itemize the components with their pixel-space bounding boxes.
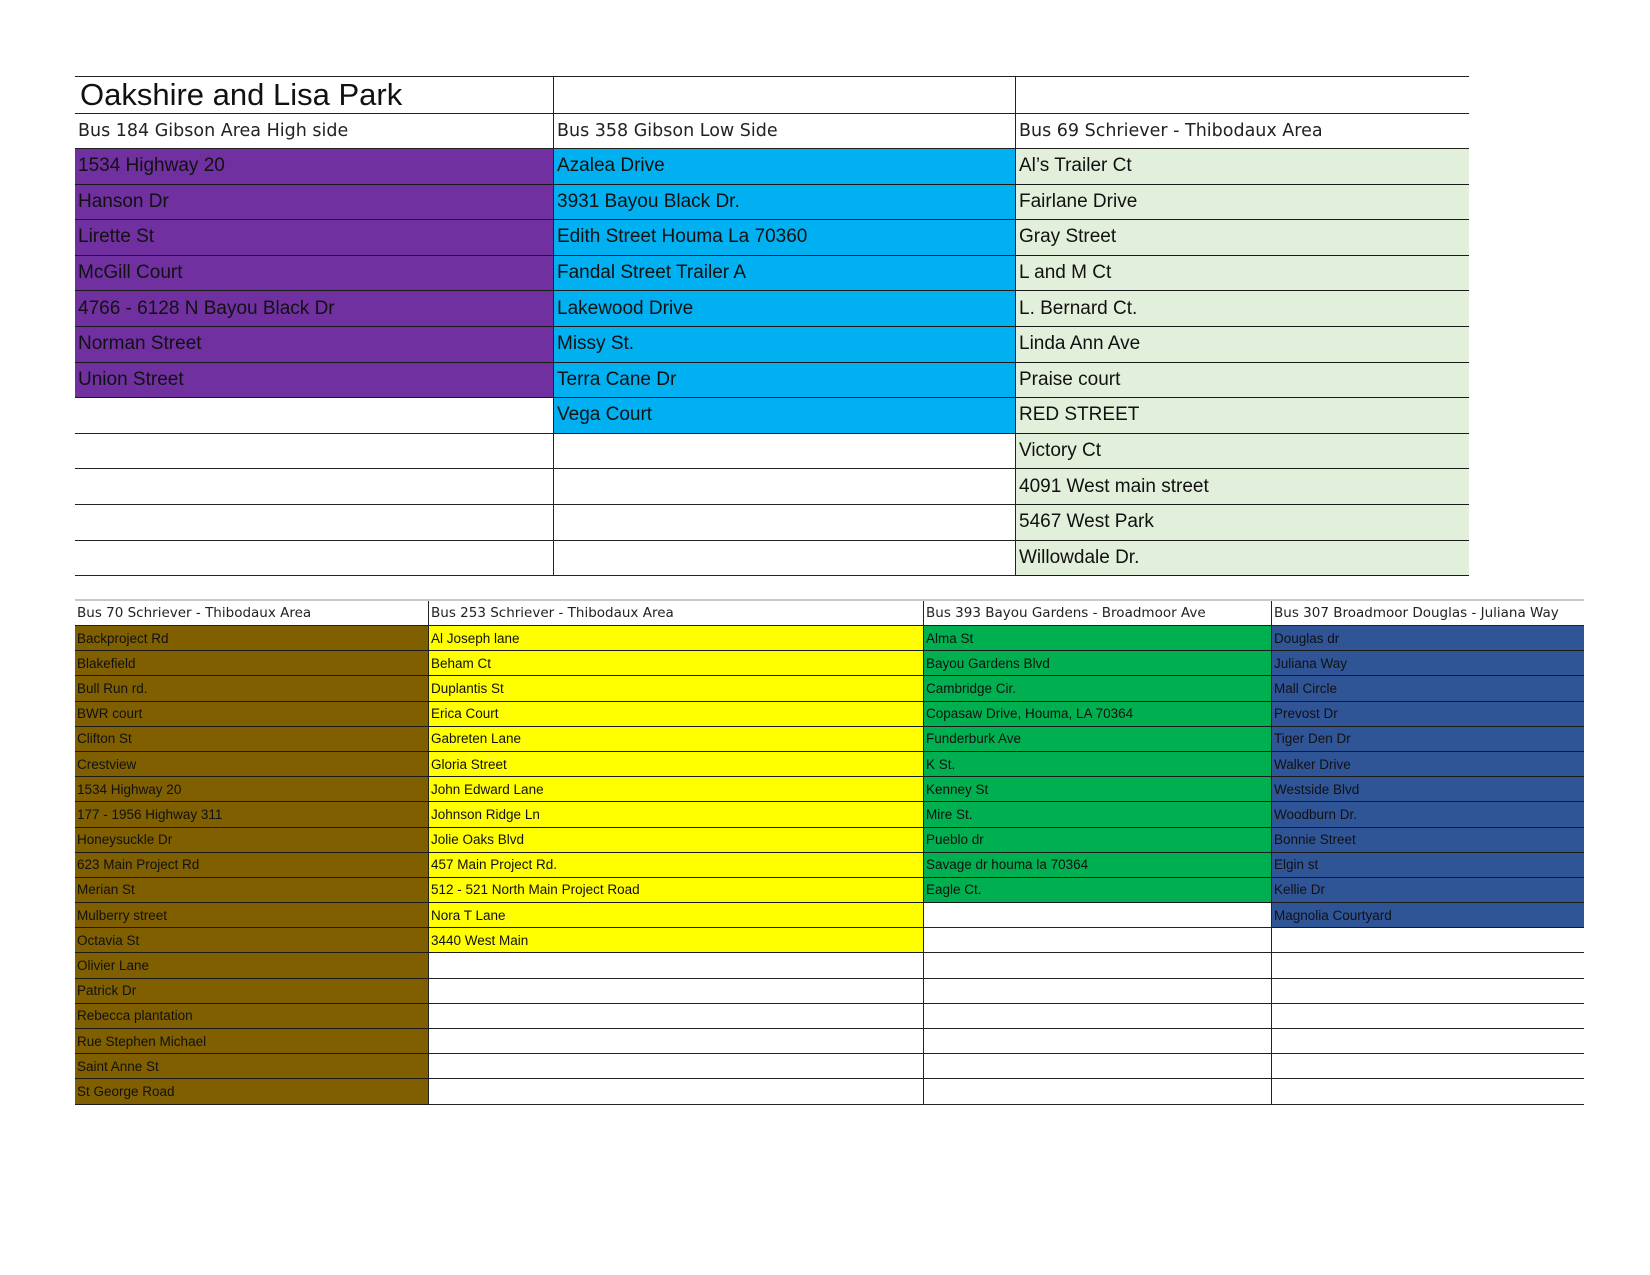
bus-184-stop-cell: Hanson Dr [75, 184, 554, 220]
bus-358-stop-cell: Vega Court [554, 398, 1016, 434]
table-row [75, 978, 1584, 1003]
bus-307-stop-cell: Juliana Way [1272, 651, 1585, 676]
bus-69-stop-cell: L. Bernard Ct. [1016, 291, 1470, 327]
bus-358-stop-cell: Terra Cane Dr [554, 362, 1016, 398]
bus-69-stop-cell: Al’s Trailer Ct [1016, 149, 1470, 185]
bus-70-stop-cell: 623 Main Project Rd [75, 852, 429, 877]
empty-cell [554, 469, 1016, 505]
bus-253-stop-cell: Duplantis St [429, 676, 924, 701]
table-row [75, 504, 1469, 540]
bus-393-stop-cell: Bayou Gardens Blvd [924, 651, 1272, 676]
empty-cell [924, 1029, 1272, 1054]
bus-358-stop-cell: Lakewood Drive [554, 291, 1016, 327]
bus-307-stop-cell: Douglas dr [1272, 626, 1585, 651]
table-row [75, 540, 1469, 576]
bottom-table-body [75, 600, 1584, 1104]
table-row [75, 220, 1469, 256]
empty-cell [429, 1079, 924, 1104]
bus-184-stop-cell: McGill Court [75, 255, 554, 291]
table-row [75, 928, 1584, 953]
bus-393-stop-cell: Alma St [924, 626, 1272, 651]
table-row [75, 149, 1469, 185]
bus-70-stop-cell: Blakefield [75, 651, 429, 676]
table-row [75, 802, 1584, 827]
top-table-body [75, 77, 1469, 576]
table-row [75, 676, 1584, 701]
bus-70-stop-cell: Honeysuckle Dr [75, 827, 429, 852]
bus-69-stop-cell: Fairlane Drive [1016, 184, 1470, 220]
bus-70-stop-cell: St George Road [75, 1079, 429, 1104]
empty-cell [924, 1054, 1272, 1079]
bus-69-header: Bus 69 Schriever - Thibodaux Area [1016, 114, 1470, 149]
empty-cell [429, 1003, 924, 1028]
bus-70-stop-cell: Bull Run rd. [75, 676, 429, 701]
table-row [75, 1079, 1584, 1104]
bus-358-stop-cell: Missy St. [554, 326, 1016, 362]
empty-cell [1016, 77, 1470, 114]
table-row [75, 852, 1584, 877]
bus-70-stop-cell: BWR court [75, 701, 429, 726]
bus-307-stop-cell: Kellie Dr [1272, 877, 1585, 902]
empty-cell [1272, 1003, 1585, 1028]
table-row [75, 398, 1469, 434]
empty-cell [75, 433, 554, 469]
table-row [75, 433, 1469, 469]
bus-307-stop-cell: Bonnie Street [1272, 827, 1585, 852]
bus-253-stop-cell: 457 Main Project Rd. [429, 852, 924, 877]
bus-69-stop-cell: Willowdale Dr. [1016, 540, 1470, 576]
bus-184-stop-cell: Norman Street [75, 326, 554, 362]
bus-184-stop-cell: 1534 Highway 20 [75, 149, 554, 185]
bus-253-stop-cell: Beham Ct [429, 651, 924, 676]
bus-70-stop-cell: Clifton St [75, 726, 429, 751]
bus-70-stop-cell: 1534 Highway 20 [75, 777, 429, 802]
bus-70-stop-cell: Backproject Rd [75, 626, 429, 651]
bus-70-stop-cell: Rebecca plantation [75, 1003, 429, 1028]
empty-cell [75, 469, 554, 505]
bus-307-stop-cell: Elgin st [1272, 852, 1585, 877]
bus-393-stop-cell: Funderburk Ave [924, 726, 1272, 751]
bus-253-stop-cell: Erica Court [429, 701, 924, 726]
empty-cell [1272, 978, 1585, 1003]
empty-cell [75, 540, 554, 576]
empty-cell [1272, 1054, 1585, 1079]
empty-cell [1272, 953, 1585, 978]
bus-393-stop-cell: Savage dr houma la 70364 [924, 852, 1272, 877]
bus-393-stop-cell: Copasaw Drive, Houma, LA 70364 [924, 701, 1272, 726]
table-row [75, 626, 1584, 651]
bus-69-stop-cell: 5467 West Park [1016, 504, 1470, 540]
bus-253-stop-cell: 512 - 521 North Main Project Road [429, 877, 924, 902]
bus-69-stop-cell: Gray Street [1016, 220, 1470, 256]
bus-184-header: Bus 184 Gibson Area High side [75, 114, 554, 149]
bus-393-stop-cell: Kenney St [924, 777, 1272, 802]
empty-cell [429, 1029, 924, 1054]
bus-70-stop-cell: Saint Anne St [75, 1054, 429, 1079]
empty-cell [429, 953, 924, 978]
empty-cell [924, 1003, 1272, 1028]
bus-358-stop-cell: Azalea Drive [554, 149, 1016, 185]
bus-307-stop-cell: Mall Circle [1272, 676, 1585, 701]
bus-307-header: Bus 307 Broadmoor Douglas - Juliana Way [1272, 600, 1585, 626]
bus-69-stop-cell: Linda Ann Ave [1016, 326, 1470, 362]
top-header-row [75, 114, 1469, 149]
bus-393-stop-cell: Eagle Ct. [924, 877, 1272, 902]
table-row [75, 1003, 1584, 1028]
bus-253-header: Bus 253 Schriever - Thibodaux Area [429, 600, 924, 626]
bus-393-stop-cell: Pueblo dr [924, 827, 1272, 852]
table-row [75, 291, 1469, 327]
bus-70-stop-cell: 177 - 1956 Highway 311 [75, 802, 429, 827]
empty-cell [1272, 1079, 1585, 1104]
bus-70-stop-cell: Merian St [75, 877, 429, 902]
bus-70-stop-cell: Octavia St [75, 928, 429, 953]
empty-cell [554, 433, 1016, 469]
bottom-bus-route-table [75, 599, 1584, 1105]
bus-70-stop-cell: Crestview [75, 751, 429, 776]
bus-253-stop-cell: Gloria Street [429, 751, 924, 776]
title-row [75, 77, 1469, 114]
table-row [75, 255, 1469, 291]
bus-307-stop-cell: Walker Drive [1272, 751, 1585, 776]
bus-358-stop-cell: Edith Street Houma La 70360 [554, 220, 1016, 256]
table-row [75, 877, 1584, 902]
bus-358-stop-cell: Fandal Street Trailer A [554, 255, 1016, 291]
table-row [75, 1054, 1584, 1079]
bus-307-stop-cell: Magnolia Courtyard [1272, 903, 1585, 928]
bus-69-stop-cell: 4091 West main street [1016, 469, 1470, 505]
top-bus-route-table [75, 76, 1469, 576]
empty-cell [75, 504, 554, 540]
bus-253-stop-cell: Jolie Oaks Blvd [429, 827, 924, 852]
bus-393-stop-cell: Mire St. [924, 802, 1272, 827]
table-row [75, 751, 1584, 776]
empty-cell [924, 928, 1272, 953]
bus-70-stop-cell: Mulberry street [75, 903, 429, 928]
table-row [75, 701, 1584, 726]
empty-cell [429, 978, 924, 1003]
empty-cell [554, 77, 1016, 114]
table-row [75, 651, 1584, 676]
bus-253-stop-cell: Al Joseph lane [429, 626, 924, 651]
bottom-header-row [75, 600, 1584, 626]
empty-cell [75, 398, 554, 434]
bus-393-header: Bus 393 Bayou Gardens - Broadmoor Ave [924, 600, 1272, 626]
empty-cell [924, 953, 1272, 978]
bus-69-stop-cell: Victory Ct [1016, 433, 1470, 469]
bus-184-stop-cell: Union Street [75, 362, 554, 398]
empty-cell [554, 540, 1016, 576]
table-row [75, 362, 1469, 398]
bus-184-stop-cell: Lirette St [75, 220, 554, 256]
table-row [75, 1029, 1584, 1054]
bus-358-header: Bus 358 Gibson Low Side [554, 114, 1016, 149]
bus-69-stop-cell: L and M Ct [1016, 255, 1470, 291]
bus-70-stop-cell: Olivier Lane [75, 953, 429, 978]
bus-307-stop-cell: Woodburn Dr. [1272, 802, 1585, 827]
bus-70-stop-cell: Patrick Dr [75, 978, 429, 1003]
bus-253-stop-cell: John Edward Lane [429, 777, 924, 802]
bus-307-stop-cell: Westside Blvd [1272, 777, 1585, 802]
table-row [75, 953, 1584, 978]
bus-70-stop-cell: Rue Stephen Michael [75, 1029, 429, 1054]
bus-393-stop-cell: Cambridge Cir. [924, 676, 1272, 701]
table-row [75, 726, 1584, 751]
bus-184-stop-cell: 4766 - 6128 N Bayou Black Dr [75, 291, 554, 327]
bus-253-stop-cell: Nora T Lane [429, 903, 924, 928]
empty-cell [429, 1054, 924, 1079]
table-row [75, 827, 1584, 852]
bus-307-stop-cell: Tiger Den Dr [1272, 726, 1585, 751]
bus-393-stop-cell: K St. [924, 751, 1272, 776]
table-row [75, 469, 1469, 505]
table-row [75, 184, 1469, 220]
empty-cell [1272, 928, 1585, 953]
bus-253-stop-cell: Johnson Ridge Ln [429, 802, 924, 827]
empty-cell [924, 978, 1272, 1003]
bus-358-stop-cell: 3931 Bayou Black Dr. [554, 184, 1016, 220]
empty-cell [554, 504, 1016, 540]
table-row [75, 777, 1584, 802]
bus-70-header: Bus 70 Schriever - Thibodaux Area [75, 600, 429, 626]
bus-69-stop-cell: Praise court [1016, 362, 1470, 398]
bus-69-stop-cell: RED STREET [1016, 398, 1470, 434]
bus-307-stop-cell: Prevost Dr [1272, 701, 1585, 726]
page-title: Oakshire and Lisa Park [75, 77, 554, 114]
table-row [75, 326, 1469, 362]
empty-cell [924, 1079, 1272, 1104]
table-row [75, 903, 1584, 928]
empty-cell [924, 903, 1272, 928]
bus-253-stop-cell: Gabreten Lane [429, 726, 924, 751]
empty-cell [1272, 1029, 1585, 1054]
bus-253-stop-cell: 3440 West Main [429, 928, 924, 953]
